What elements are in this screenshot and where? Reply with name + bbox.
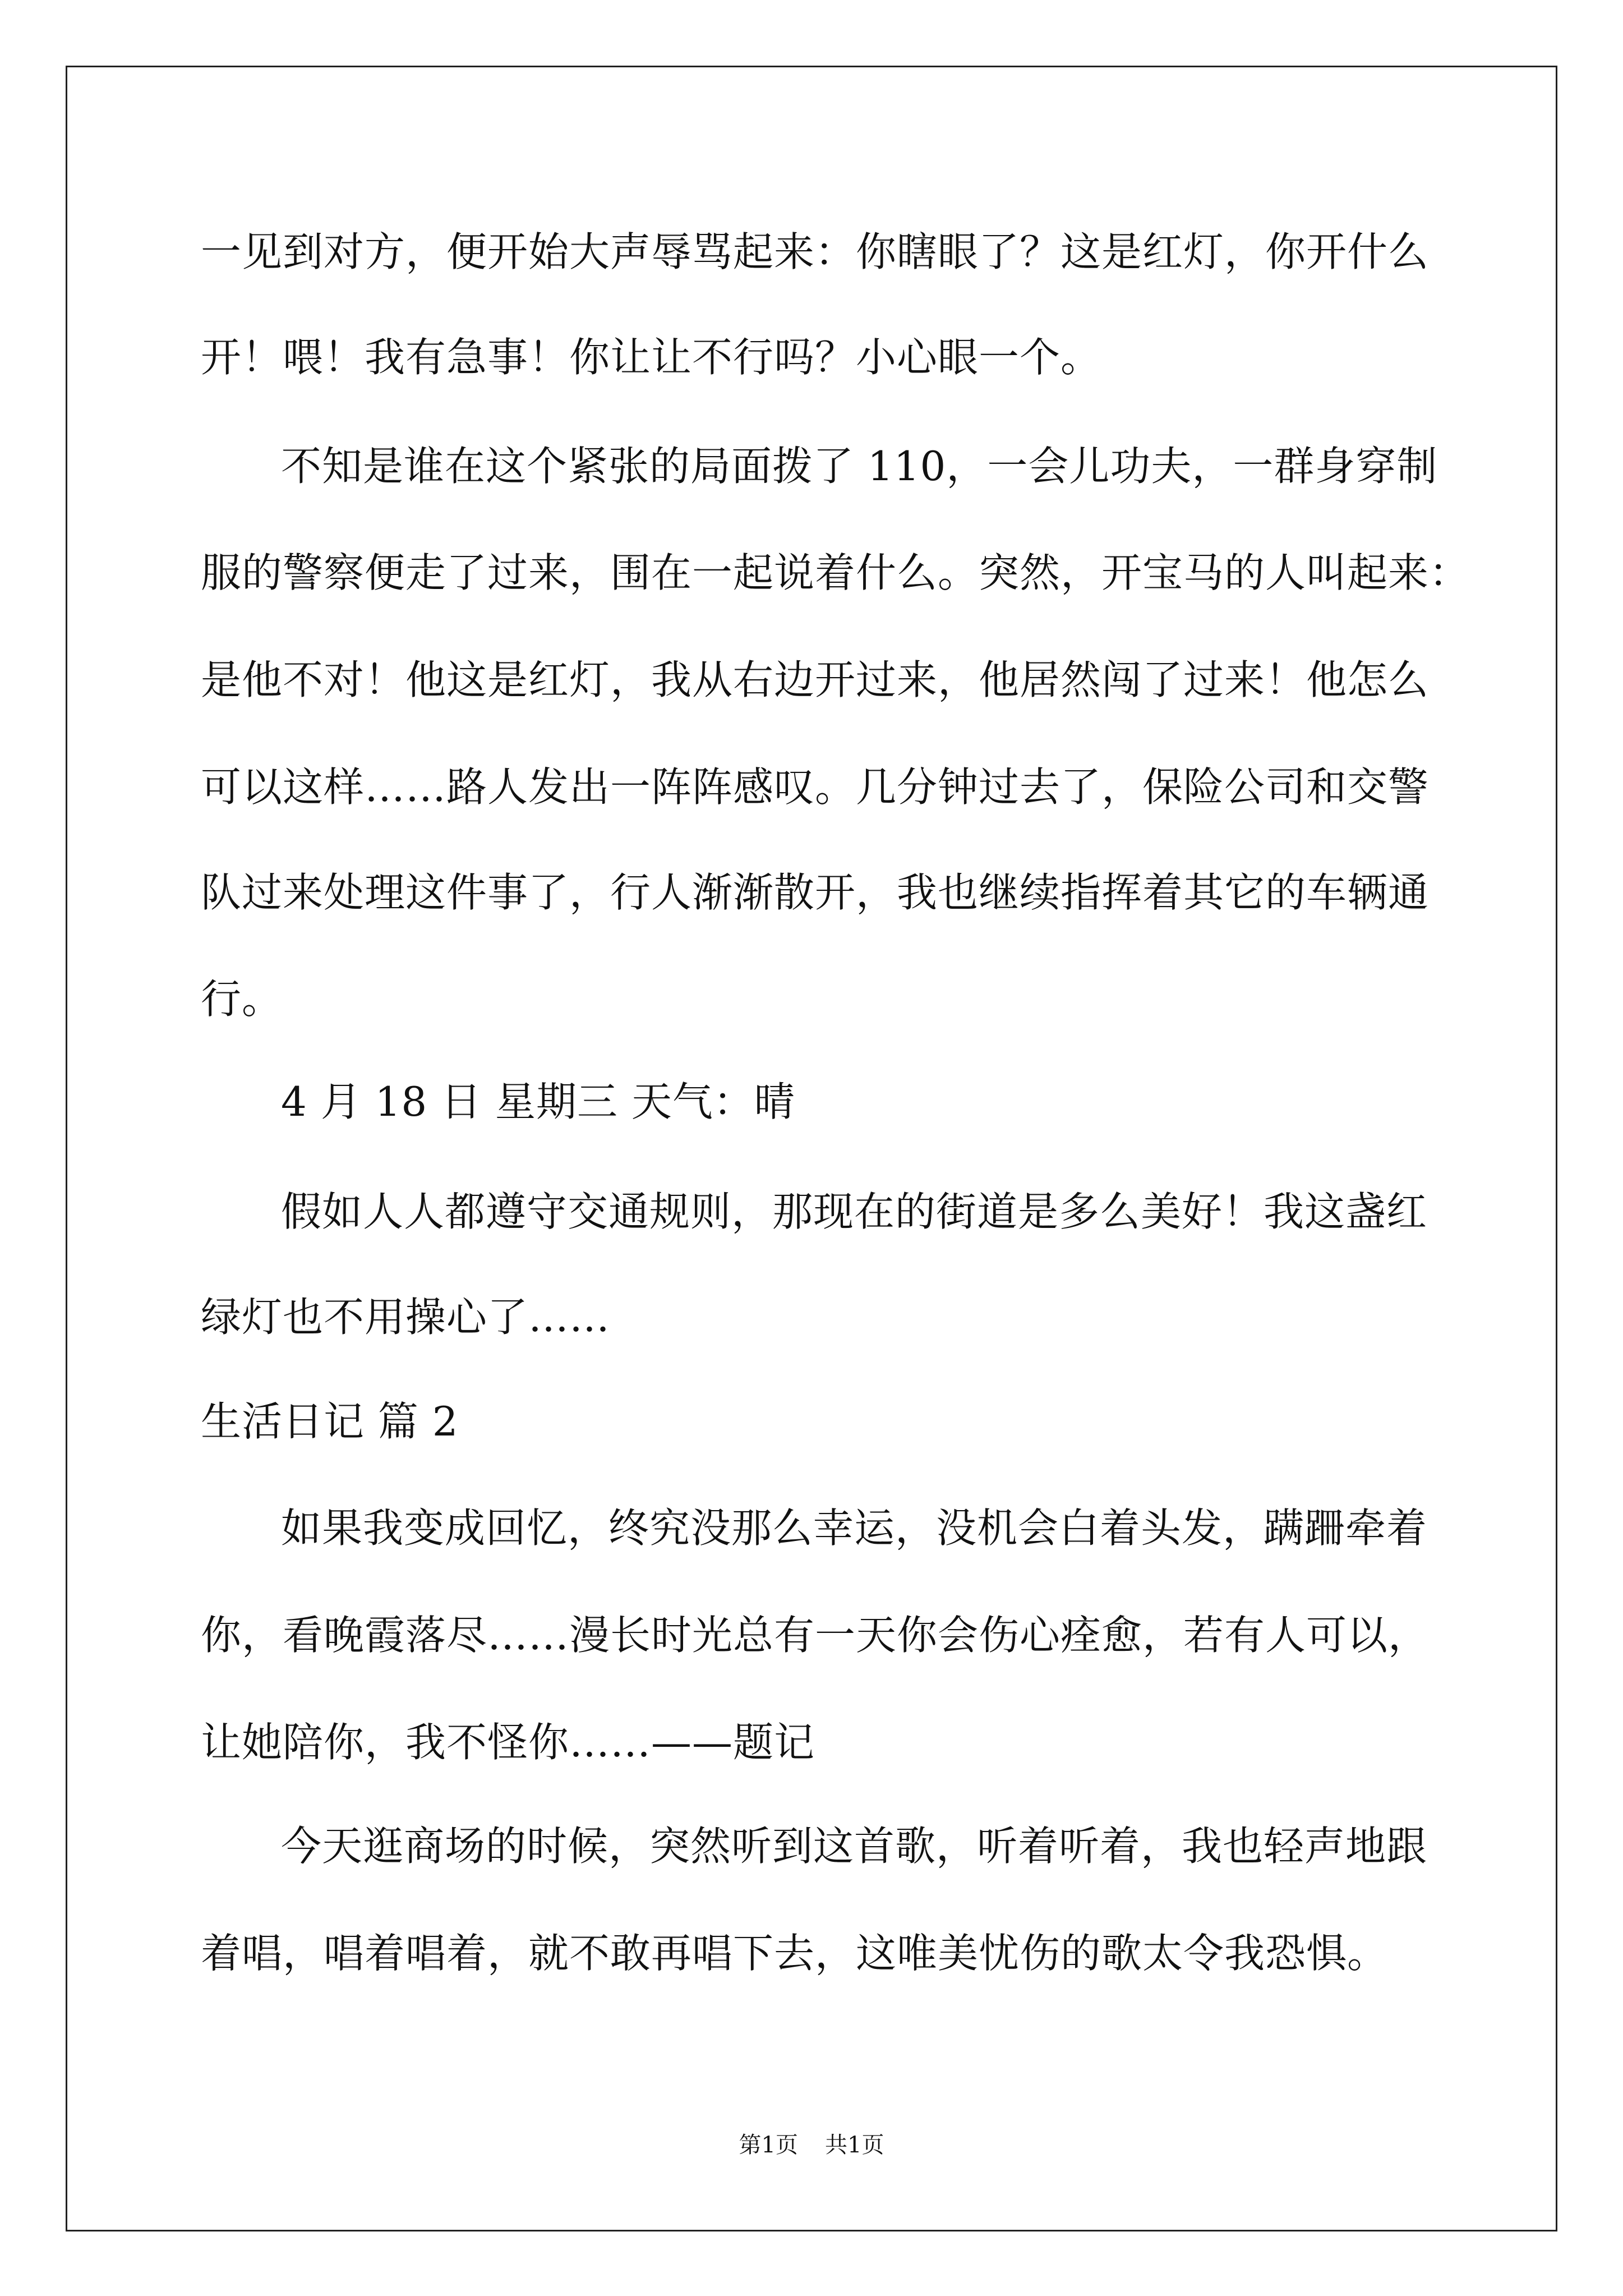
text-line: 一见到对方，便开始大声辱骂起来：你瞎眼了？这是红灯，你开什么 [201,228,1430,275]
text-line: 4 月 18 日 星期三 天气：晴 [281,1078,795,1125]
text-line: 如果我变成回忆，终究没那么幸运，没机会白着头发，蹒跚牵着 [281,1504,1428,1552]
text-line: 着唱，唱着唱着，就不敢再唱下去，这唯美忧伤的歌太令我恐惧。 [201,1930,1389,1977]
text-line: 服的警察便走了过来，围在一起说着什么。突然，开宝马的人叫起来： [201,549,1470,596]
text-line: 行。 [201,976,283,1023]
text-line: 是他不对！他这是红灯，我从右边开过来，他居然闯了过来！他怎么 [201,656,1430,703]
page-total: 共1页 [825,2132,884,2158]
page-footer [0,2131,1623,2159]
text-line: 队过来处理这件事了，行人渐渐散开，我也继续指挥着其它的车辆通 [201,869,1430,916]
text-line: 生活日记 篇 2 [201,1398,459,1445]
text-line: 绿灯也不用操心了…… [201,1294,611,1341]
text-line: 不知是谁在这个紧张的局面拨了 110，一会儿功夫，一群身穿制 [281,443,1438,490]
page-border [66,66,1557,2231]
page-number: 第1页 [739,2132,798,2158]
text-line: 假如人人都遵守交通规则，那现在的街道是多么美好！我这盏红 [281,1188,1428,1235]
text-line: 开！喂！我有急事！你让让不行吗？小心眼一个。 [201,334,1102,381]
text-line: 让她陪你，我不怪你……——题记 [201,1719,815,1766]
text-line: 可以这样……路人发出一阵阵感叹。几分钟过去了，保险公司和交警 [201,763,1430,811]
text-line: 你，看晚霞落尽……漫长时光总有一天你会伤心痊愈，若有人可以， [201,1612,1430,1659]
text-line: 今天逛商场的时候，突然听到这首歌，听着听着，我也轻声地跟 [281,1823,1428,1870]
